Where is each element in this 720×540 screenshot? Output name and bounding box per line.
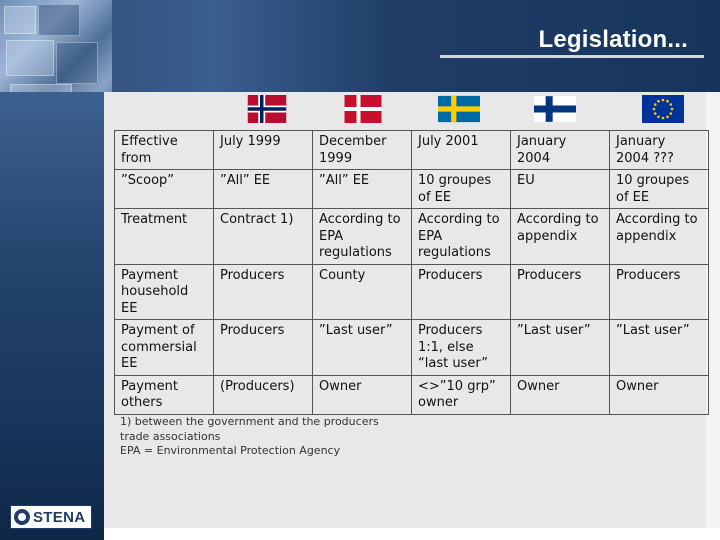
table-row <box>115 320 709 376</box>
table-cell: County <box>313 264 412 320</box>
table-cell: ”Last user” <box>511 320 610 376</box>
table-cell: Owner <box>511 375 610 414</box>
table-cell: Treatment <box>115 209 214 265</box>
table-cell: Payment household EE <box>115 264 214 320</box>
title-underline <box>440 55 704 58</box>
table-cell: ”Last user” <box>313 320 412 376</box>
table-cell: According to appendix <box>610 209 709 265</box>
table-cell: July 2001 <box>412 131 511 170</box>
table-cell: ”All” EE <box>214 170 313 209</box>
footnote-line: EPA = Environmental Protection Agency <box>120 444 341 457</box>
table-cell: Producers <box>511 264 610 320</box>
table-cell: According to EPA regulations <box>412 209 511 265</box>
legislation-table <box>114 130 709 415</box>
table-cell: Payment others <box>115 375 214 414</box>
finland-flag-icon <box>534 95 576 123</box>
footnote-line: trade associations <box>120 429 221 443</box>
table-cell: Payment of commersial EE <box>115 320 214 376</box>
table-cell: January 2004 <box>511 131 610 170</box>
table-cell: January 2004 ??? <box>610 131 709 170</box>
table-row <box>115 131 709 170</box>
table-cell: December 1999 <box>313 131 412 170</box>
table-cell: ”Last user” <box>610 320 709 376</box>
table-row <box>115 209 709 265</box>
table-cell: 10 groupes of EE <box>610 170 709 209</box>
eu-flag-icon <box>642 95 684 123</box>
left-sidebar <box>0 92 104 540</box>
table-cell: ”All” EE <box>313 170 412 209</box>
footnote-line: 1) between the government and the producers <box>120 415 379 428</box>
sweden-flag-icon <box>438 95 480 123</box>
table-cell: July 1999 <box>214 131 313 170</box>
page-title: Legislation... <box>538 26 688 53</box>
table-row <box>115 375 709 414</box>
table-row <box>115 170 709 209</box>
table-cell: (Producers) <box>214 375 313 414</box>
table-cell: Contract 1) <box>214 209 313 265</box>
stena-logo <box>10 505 92 529</box>
table-cell: Producers <box>214 264 313 320</box>
stena-logo-text: STENA <box>33 508 86 526</box>
table-cell: <>”10 grp” owner <box>412 375 511 414</box>
norway-flag-icon <box>246 95 288 123</box>
denmark-flag-icon <box>342 95 384 123</box>
stena-logo-icon <box>14 509 30 525</box>
table-cell: EU <box>511 170 610 209</box>
table-cell: According to appendix <box>511 209 610 265</box>
table-cell: Effective from <box>115 131 214 170</box>
table-cell: According to EPA regulations <box>313 209 412 265</box>
table-cell: Owner <box>610 375 709 414</box>
table-cell: 10 groupes of EE <box>412 170 511 209</box>
table-cell: Owner <box>313 375 412 414</box>
table-row <box>115 264 709 320</box>
table-cell: Producers <box>214 320 313 376</box>
table-cell: Producers <box>610 264 709 320</box>
table-cell: ”Scoop” <box>115 170 214 209</box>
footnotes <box>120 415 379 459</box>
table-cell: Producers <box>412 264 511 320</box>
table-cell: Producers 1:1, else “last user” <box>412 320 511 376</box>
